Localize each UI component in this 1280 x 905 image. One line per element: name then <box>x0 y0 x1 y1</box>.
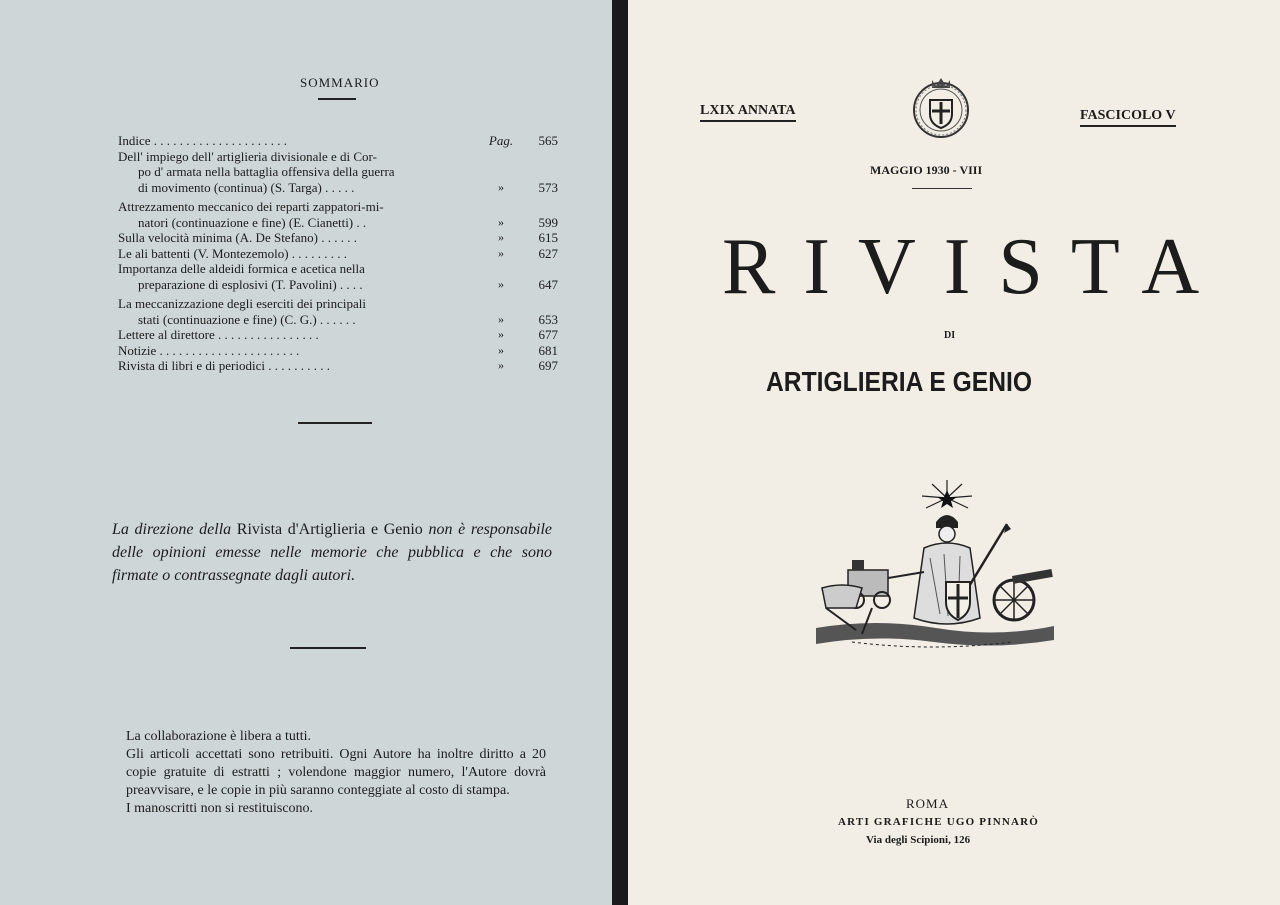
toc-row <box>118 164 558 180</box>
toc-entry-text: natori (continuazione e fine) (E. Cianetti) . . <box>138 214 367 230</box>
toc-page-marker: » <box>498 311 504 326</box>
collab-line: Gli articoli accettati sono retribuiti. Ogni Autore ha inoltre diritto a 20 copie gratuite di estratti ; volendone maggior numero, l'Autore dovrà preavvisare, e le copie in più saranno conteggiate al costo di stampa. <box>126 747 546 798</box>
disclaimer-part-3: non è responsabile delle opinioni emesse nelle memorie che pubblica e che sono firmate o contrassegnate dagli autori. <box>112 521 553 584</box>
toc-page-number: 697 <box>538 358 558 373</box>
toc-entry-text: stati (continuazione e fine) (C. G.) . . . . . . <box>138 311 356 327</box>
toc-entry-text: Rivista di libri e di periodici . . . . . . . . . . <box>118 358 330 373</box>
fascicolo-label: FASCICOLO V <box>1080 108 1176 127</box>
toc-page-marker: Pag. <box>488 133 514 148</box>
printer-name: ARTI GRAFICHE UGO PINNARÒ <box>838 816 1040 828</box>
title-rule <box>318 98 356 100</box>
toc-entry-text: Lettere al direttore . . . . . . . . . . . . . . . . <box>118 327 319 342</box>
toc-page-marker: » <box>498 245 504 260</box>
toc-entry-text: La meccanizzazione degli eserciti dei principali <box>118 296 366 311</box>
toc-row <box>118 296 558 312</box>
editorial-disclaimer <box>112 518 552 587</box>
table-of-contents <box>118 133 558 374</box>
toc-entry-text: Sulla velocità minima (A. De Stefano) . . . . . . <box>118 230 358 245</box>
disclaimer-journal-name: Rivista d'Artiglieria e Genio <box>236 521 423 538</box>
collaboration-notice <box>126 728 546 818</box>
disclaimer-part-1: La direzione della <box>112 521 232 538</box>
toc-entry-text: Attrezzamento meccanico dei reparti zappatori-mi- <box>118 199 384 214</box>
toc-row <box>118 180 558 196</box>
summary-title: SOMMARIO <box>300 75 380 90</box>
toc-page-marker: » <box>498 327 504 341</box>
toc-row <box>118 199 558 215</box>
toc-row <box>118 358 558 374</box>
annata-label: LXIX ANNATA <box>700 103 796 122</box>
separator-rule <box>290 647 366 649</box>
separator-rule <box>298 422 372 424</box>
toc-entry-text: po d' armata nella battaglia offensiva della guerra <box>138 164 395 179</box>
toc-entry-text: Notizie . . . . . . . . . . . . . . . . . . . . . . <box>118 342 300 358</box>
toc-row <box>118 230 558 246</box>
toc-page-number: 627 <box>538 245 558 261</box>
toc-row <box>118 149 558 165</box>
journal-title: RIVISTA <box>722 223 1228 311</box>
toc-entry-text: Importanza delle aldeidi formica e acetica nella <box>118 261 365 276</box>
toc-row <box>118 312 558 328</box>
toc-page-number: 677 <box>538 327 558 342</box>
toc-page-marker: » <box>498 230 504 244</box>
italia-allegory-illustration-icon <box>812 478 1057 663</box>
printer-address: Via degli Scipioni, 126 <box>866 834 971 846</box>
royal-coat-of-arms-icon <box>910 70 972 142</box>
toc-row <box>118 277 558 293</box>
toc-entry-text: di movimento (continua) (S. Targa) . . . . . <box>138 179 355 195</box>
toc-row <box>118 133 558 149</box>
publication-city: ROMA <box>906 796 950 811</box>
toc-page-number: 647 <box>538 276 558 292</box>
toc-entry-text: preparazione di esplosivi (T. Pavolini) . . . . <box>138 276 363 292</box>
toc-page-number: 653 <box>538 311 558 327</box>
toc-page-number: 681 <box>538 342 558 358</box>
collab-line: La collaborazione è libera a tutti. <box>126 729 312 744</box>
toc-page-number: 565 <box>538 133 558 148</box>
collab-line: I manoscritti non si restituiscono. <box>126 801 314 816</box>
toc-page-number: 599 <box>538 214 558 230</box>
toc-page-number: 573 <box>538 179 558 195</box>
title-di: DI <box>944 330 956 341</box>
toc-entry-text: Indice . . . . . . . . . . . . . . . . . . . . . <box>118 133 287 148</box>
date-rule <box>912 188 972 189</box>
toc-page-marker: » <box>498 358 504 372</box>
toc-row <box>118 215 558 231</box>
toc-row <box>118 343 558 359</box>
toc-entry-text: Le ali battenti (V. Montezemolo) . . . . . . . . . <box>118 245 348 261</box>
toc-row <box>118 246 558 262</box>
toc-page-marker: » <box>498 342 504 357</box>
left-page <box>0 0 612 905</box>
toc-row <box>118 261 558 277</box>
toc-entry-text: Dell' impiego dell' artiglieria divisionale e di Cor- <box>118 148 377 164</box>
toc-page-number: 615 <box>538 230 558 245</box>
toc-page-marker: » <box>498 214 504 229</box>
toc-row <box>118 327 558 343</box>
toc-page-marker: » <box>498 276 504 291</box>
issue-date: MAGGIO 1930 - VIII <box>870 163 983 177</box>
toc-page-marker: » <box>498 179 504 194</box>
journal-subtitle: ARTIGLIERIA E GENIO <box>766 366 1033 397</box>
